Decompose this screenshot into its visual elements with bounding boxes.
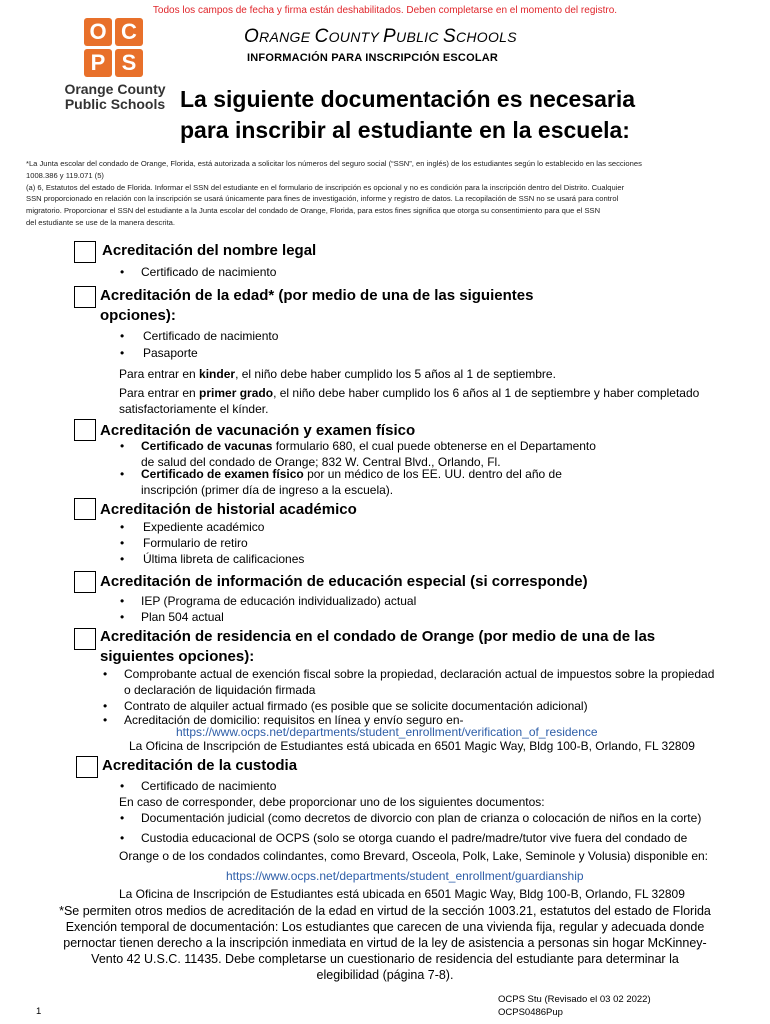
item-educational-custody-cont: Orange o de los condados colindantes, como Brevard, Osceola, Polk, Lake, Seminole y Volusia) disponible en:	[119, 849, 709, 863]
footnote: *Se permiten otros medios de acreditación de la edad en virtud de la sección 1003.21, estatutos del estado de Florida Exención temporal de documentación: Los estudiantes que carecen de una vivienda fija, regular y adecuada donde pernoctar tienen derecho a la inscripción inmediata en virtud de la ley de asistencia a personas sin hogar McKinney- Vento 42 U.S.C. 11435. Debe completarse un cuestionario de residencia del estudiante para determinar la elegibilidad (página 7-8).	[59, 904, 711, 982]
registration-notice: Todos los campos de fecha y firma están deshabilitados. Deben completarse en el momento del registro.	[152, 5, 618, 16]
logo-letter-s: S	[115, 49, 143, 77]
page-number: 1	[36, 1006, 42, 1017]
section-title-residence: Acreditación de residencia en el condado de Orange (por medio de una de las siguientes opciones):	[100, 628, 656, 665]
checkbox-legal-name[interactable]	[74, 241, 96, 263]
item-504-plan: Plan 504 actual	[141, 610, 224, 624]
bullet: •	[103, 713, 108, 727]
item-rental-contract: Contrato de alquiler actual firmado (es posible que se solicite documentación adicional)	[124, 699, 588, 713]
bullet: •	[120, 811, 125, 825]
organization-title: ORANGE COUNTY PUBLIC SCHOOLS	[244, 26, 517, 47]
enrollment-office-address: La Oficina de Inscripción de Estudiantes está ubicada en 6501 Magic Way, Bldg 100-B, Orlando, FL 32809	[129, 739, 695, 753]
item-report-card: Última libreta de calificaciones	[143, 552, 305, 566]
section-title-legal-name: Acreditación del nombre legal	[102, 242, 317, 259]
checkbox-special-education[interactable]	[74, 571, 96, 593]
logo-letter-o: O	[84, 18, 112, 46]
custody-intro: En caso de corresponder, debe proporcionar uno de los siguientes documentos:	[119, 795, 545, 809]
enrollment-office-address: La Oficina de Inscripción de Estudiantes está ubicada en 6501 Magic Way, Bldg 100-B, Orlando, FL 32809	[119, 887, 685, 901]
bullet: •	[120, 831, 125, 845]
bullet: •	[120, 520, 125, 534]
bullet: •	[120, 346, 125, 360]
section-title-age: Acreditación de la edad* (por medio de una de las siguientes opciones):	[100, 287, 534, 324]
checkbox-vaccination[interactable]	[74, 419, 96, 441]
bullet: •	[103, 699, 108, 713]
logo-brand-text: Orange County Public Schools	[64, 81, 166, 112]
bullet: •	[120, 265, 125, 279]
bullet: •	[120, 552, 125, 566]
logo-letter-p: P	[84, 49, 112, 77]
item-passport: Pasaporte	[143, 346, 198, 360]
item-birth-certificate: Certificado de nacimiento	[141, 779, 277, 793]
checkbox-age[interactable]	[74, 286, 96, 308]
item-court-documentation: Documentación judicial (como decretos de divorcio con plan de crianza o colocación de niños en la corte)	[141, 811, 702, 825]
item-vaccine-certificate: Certificado de vacunas formulario 680, el cual puede obtenerse en el Departamento de salud del condado de Orange; 832 W. Central Blvd., Orlando, Fl.	[141, 439, 596, 469]
page-heading: La siguiente documentación es necesaria para inscribir al estudiante en la escuela:	[180, 86, 636, 143]
logo-letter-c: C	[115, 18, 143, 46]
bullet: •	[120, 610, 125, 624]
bullet: •	[120, 329, 125, 343]
item-tax-exemption: Comprobante actual de exención fiscal sobre la propiedad, declaración actual de impuestos sobre la propiedad o declaración de liquidación firmada	[124, 667, 715, 697]
bullet: •	[120, 594, 125, 608]
form-subtitle: INFORMACIÓN PARA INSCRIPCIÓN ESCOLAR	[247, 52, 499, 64]
bullet: •	[120, 536, 125, 550]
bullet: •	[120, 439, 125, 453]
item-transcript: Expediente académico	[143, 520, 265, 534]
item-birth-certificate: Certificado de nacimiento	[143, 329, 279, 343]
item-iep: IEP (Programa de educación individualizado) actual	[141, 594, 417, 608]
checkbox-residence[interactable]	[74, 628, 96, 650]
section-title-special-education: Acreditación de información de educación especial (si corresponde)	[100, 573, 588, 590]
first-grade-rule: Para entrar en primer grado, el niño debe haber cumplido los 6 años al 1 de septiembre y haber completado satisfactoriamente el kínder.	[119, 386, 700, 416]
section-title-custody: Acreditación de la custodia	[102, 757, 298, 774]
item-address-proof: Acreditación de domicilio: requisitos en línea y envío seguro en-	[124, 713, 464, 727]
form-number: OCPS0486Pup	[498, 1007, 563, 1018]
bullet: •	[103, 667, 108, 681]
bullet: •	[120, 779, 125, 793]
item-withdrawal-form: Formulario de retiro	[143, 536, 248, 550]
link-guardianship[interactable]: https://www.ocps.net/departments/student_enrollment/guardianship	[226, 869, 584, 883]
ocps-logo	[84, 18, 144, 78]
section-title-vaccination: Acreditación de vacunación y examen físico	[100, 422, 416, 439]
bullet: •	[120, 467, 125, 481]
item-educational-custody: Custodia educacional de OCPS (solo se otorga cuando el padre/madre/tutor vive fuera del condado de	[141, 831, 688, 845]
section-title-academic: Acreditación de historial académico	[100, 501, 357, 518]
kinder-rule: Para entrar en kinder, el niño debe haber cumplido los 5 años al 1 de septiembre.	[119, 367, 556, 381]
item-birth-certificate: Certificado de nacimiento	[141, 265, 277, 279]
checkbox-academic[interactable]	[74, 498, 96, 520]
checkbox-custody[interactable]	[76, 756, 98, 778]
item-physical-exam: Certificado de examen físico por un médico de los EE. UU. dentro del año de inscripción (primer día de ingreso a la escuela).	[141, 467, 562, 497]
link-verification-of-residence[interactable]: https://www.ocps.net/departments/student_enrollment/verification_of_residence	[176, 725, 598, 739]
ssn-legal-notice: *La Junta escolar del condado de Orange, Florida, está autorizada a solicitar los números del seguro social (“SSN”, en inglés) de los estudiantes según lo establecido en las secciones 1008.386 y 119.071 (5) (a) 6, Estatutos del estado de Florida. Informar el SSN del estudiante en el formulario de inscripción es opcional y no es condición para la inscripción dentro del Distrito. Cualquier SSN proporcionado en relación con la inscripción se usará únicamente para fines de investigación, informe y registro de datos. La recopilación de SSN no se usará para control migratorio. Proporcionar el SSN del estudiante a la Junta escolar del condado de Orange, Florida, para estos fines significa que otorga su consentimiento para que el SSN del estudiante se use de la manera descrita.	[26, 159, 642, 227]
revision-label: OCPS Stu (Revisado el 03 02 2022)	[498, 994, 651, 1005]
